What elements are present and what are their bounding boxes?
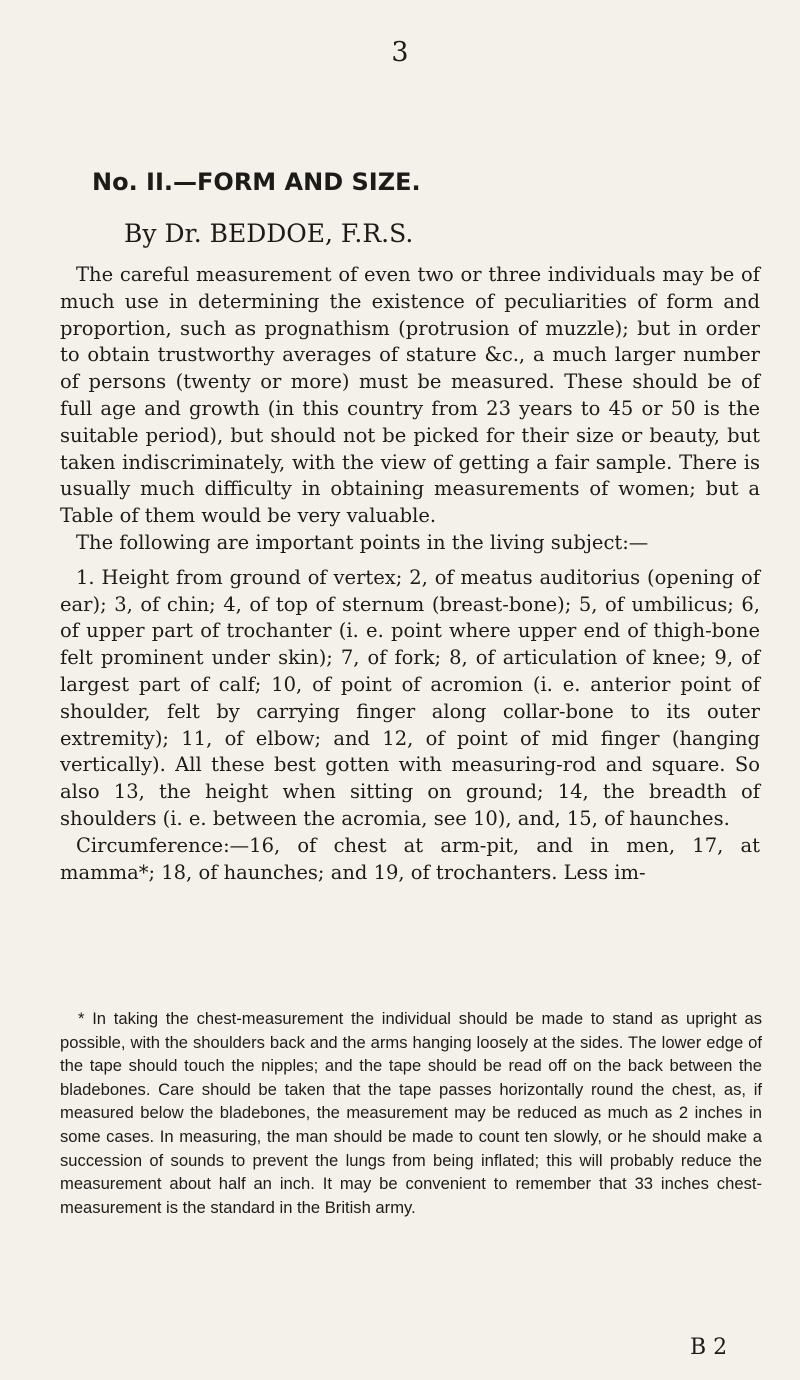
author-byline: By Dr. BEDDOE, F.R.S. (124, 219, 414, 248)
paragraph-lead-in: The following are important points in the living subject:— (76, 530, 649, 554)
paragraph-intro: The careful measurement of even two or three individuals may be of much use in determining the existence of peculiarities of form and proportion, such as prognathism (protrusion of muzzle); but in order to obtain trustworthy averages of stature &c., a much larger number of persons (twenty or more) must be measured. These should be of full age and growth (in this country from 23 years to 45 or 50 is the suitable period), but should not be picked for their size or beauty, but taken indiscriminately, with the view of getting a fair sample. There is usually much difficulty in obtaining measurements of women; but a Table of them would be very valuable. (60, 263, 760, 528)
footnote-text: * In taking the chest-measurement the individual should be made to stand as upright as possible, with the shoulders back and the arms hanging loosely at the sides. The lower edge of the tape should touch the nipples; and the tape should be read off on the back between the bladebones. Care should be taken that the tape passes horizontally round the chest, as, if measured below the bladebones, the measurement may be reduced as much as 2 inches in some cases. In measuring, the man should be made to count ten slowly, or he should make a succession of sounds to prevent the lungs from being inflated; this will probably reduce the measurement about half an inch. It may be convenient to remember that 33 inches chest-measurement is the standard in the British army. (60, 1009, 762, 1217)
body-text (60, 262, 760, 886)
signature-mark: B 2 (690, 1335, 728, 1360)
page-number: 3 (391, 37, 409, 68)
section-title: No. II.—FORM AND SIZE. (92, 168, 421, 196)
paragraph-circumference: Circumference:—16, of chest at arm-pit, and in men, 17, at mamma*; 18, of haunches; and 19, of trochanters. Less im- (60, 833, 760, 884)
paragraph-measurement-points: 1. Height from ground of vertex; 2, of meatus auditorius (opening of ear); 3, of chin; 4, of top of sternum (breast-bone); 5, of umbilicus; 6, of upper part of trochanter (i. e. point where upper end of thigh-bone felt prominent under skin); 7, of fork; 8, of articulation of knee; 9, of largest part of calf; 10, of point of acromion (i. e. anterior point of shoulder, felt by carrying finger along collar-bone to its outer extremity); 11, of elbow; and 12, of point of mid finger (hanging vertically). All these best gotten with measuring-rod and square. So also 13, the height when sitting on ground; 14, the breadth of shoulders (i. e. between the acromia, see 10), and, 15, of haunches. (60, 565, 760, 830)
footnote (60, 1007, 762, 1219)
